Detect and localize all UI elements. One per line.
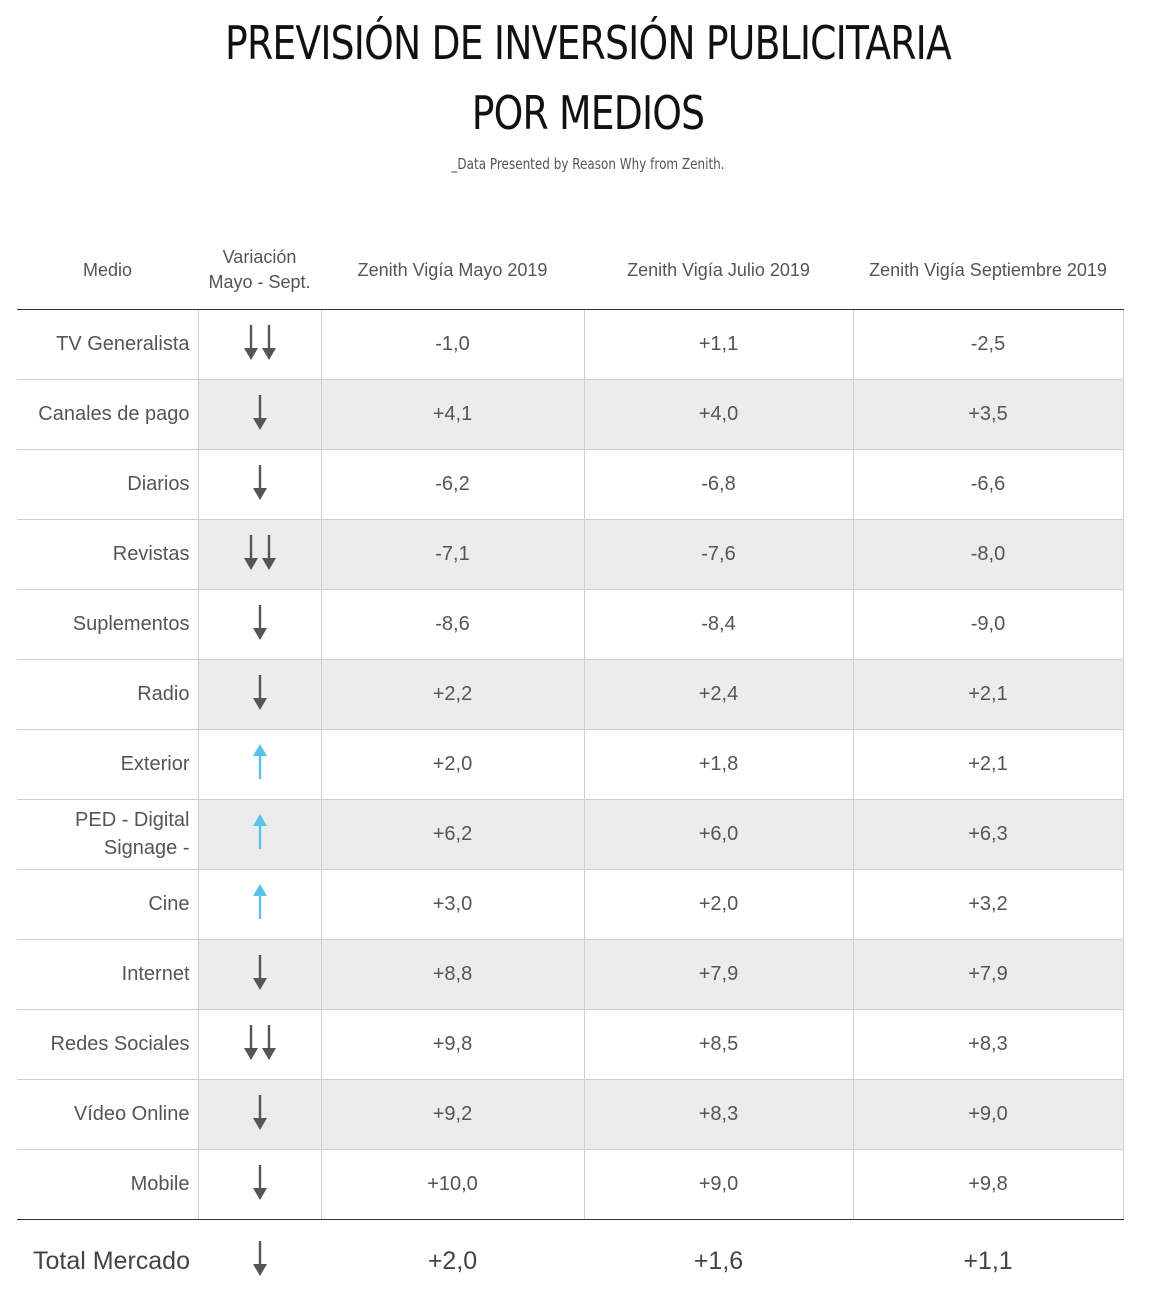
trend-arrows xyxy=(252,812,268,852)
header-variacion-line-1: Variación xyxy=(222,247,297,268)
arrow-up-icon xyxy=(252,813,268,851)
trend-arrows xyxy=(252,392,268,432)
table-row xyxy=(17,729,1123,799)
row-septiembre: +6,3 xyxy=(853,799,1123,869)
page-subtitle: _Data Presented by Reason Why from Zenith. xyxy=(451,155,725,173)
row-julio: -6,8 xyxy=(584,449,853,519)
arrow-down-icon xyxy=(252,1239,268,1277)
row-mayo: -6,2 xyxy=(321,449,584,519)
trend-arrows xyxy=(252,1092,268,1132)
row-julio: +4,0 xyxy=(584,379,853,449)
arrow-down-icon xyxy=(252,673,268,711)
row-mayo: +9,8 xyxy=(321,1009,584,1079)
row-mayo: +6,2 xyxy=(321,799,584,869)
trend-arrows xyxy=(243,532,277,572)
page-title-line-2: POR MEDIOS xyxy=(471,86,705,140)
table-row xyxy=(17,309,1123,379)
arrow-down-icon xyxy=(261,1023,277,1061)
arrow-down-icon xyxy=(252,463,268,501)
trend-arrows xyxy=(243,1022,277,1062)
trend-arrows xyxy=(252,462,268,502)
arrow-up-icon xyxy=(252,743,268,781)
row-medio: Diarios xyxy=(17,449,198,519)
row-medio: Mobile xyxy=(17,1149,198,1219)
forecast-table xyxy=(17,232,1124,1303)
header-mayo: Zenith Vigía Mayo 2019 xyxy=(321,232,584,309)
row-mayo: +8,8 xyxy=(321,939,584,1009)
table-header-row xyxy=(17,232,1123,309)
table-row xyxy=(17,589,1123,659)
header-variacion-line-2: Mayo - Sept. xyxy=(208,272,311,293)
total-julio: +1,6 xyxy=(693,1246,744,1275)
total-row xyxy=(17,1219,1123,1303)
row-mayo: +2,0 xyxy=(321,729,584,799)
row-trend-cell xyxy=(198,1149,321,1219)
row-mayo: -1,0 xyxy=(321,309,584,379)
row-julio: -8,4 xyxy=(584,589,853,659)
row-trend-cell xyxy=(198,1009,321,1079)
table-row xyxy=(17,379,1123,449)
row-julio: -7,6 xyxy=(584,519,853,589)
row-julio: +8,3 xyxy=(584,1079,853,1149)
row-trend-cell xyxy=(198,659,321,729)
row-medio: PED - Digital Signage - xyxy=(17,799,198,869)
arrow-up-icon xyxy=(252,883,268,921)
table-row xyxy=(17,1149,1123,1219)
arrow-down-icon xyxy=(243,533,259,571)
row-julio: +6,0 xyxy=(584,799,853,869)
row-septiembre: -8,0 xyxy=(853,519,1123,589)
header-julio: Zenith Vigía Julio 2019 xyxy=(584,232,853,309)
row-medio: Canales de pago xyxy=(17,379,198,449)
row-septiembre: +3,2 xyxy=(853,869,1123,939)
row-medio: TV Generalista xyxy=(56,333,190,355)
arrow-down-icon xyxy=(252,1163,268,1201)
row-trend-cell xyxy=(198,379,321,449)
page-title-line-1: PREVISIÓN DE INVERSIÓN PUBLICITARIA xyxy=(225,16,951,70)
row-medio: Redes Sociales xyxy=(17,1009,198,1079)
arrow-down-icon xyxy=(243,1023,259,1061)
row-septiembre: +2,1 xyxy=(853,729,1123,799)
row-trend-cell xyxy=(198,589,321,659)
row-medio: Revistas xyxy=(17,519,198,589)
row-medio: Vídeo Online xyxy=(17,1079,198,1149)
row-septiembre: +9,0 xyxy=(853,1079,1123,1149)
row-trend-cell xyxy=(198,309,321,379)
row-medio: Internet xyxy=(17,939,198,1009)
total-septiembre: +1,1 xyxy=(963,1246,1013,1275)
row-septiembre: +2,1 xyxy=(853,659,1123,729)
row-medio: Suplementos xyxy=(17,589,198,659)
table-row xyxy=(17,1079,1123,1149)
row-medio: Exterior xyxy=(17,729,198,799)
row-septiembre: -9,0 xyxy=(853,589,1123,659)
arrow-down-icon xyxy=(261,323,277,361)
row-trend-cell xyxy=(198,519,321,589)
total-trend-cell xyxy=(198,1219,321,1303)
row-septiembre: +8,3 xyxy=(853,1009,1123,1079)
trend-arrows xyxy=(252,742,268,782)
trend-arrows xyxy=(252,672,268,712)
trend-arrows xyxy=(252,882,268,922)
row-julio: +7,9 xyxy=(584,939,853,1009)
row-mayo: +10,0 xyxy=(321,1149,584,1219)
header-septiembre: Zenith Vigía Septiembre 2019 xyxy=(853,232,1123,309)
trend-arrows xyxy=(252,602,268,642)
table-row xyxy=(17,869,1123,939)
row-julio: +1,8 xyxy=(584,729,853,799)
table-row xyxy=(17,659,1123,729)
arrow-down-icon xyxy=(243,323,259,361)
row-trend-cell xyxy=(198,939,321,1009)
trend-arrows xyxy=(243,322,277,362)
row-mayo: +2,2 xyxy=(321,659,584,729)
arrow-down-icon xyxy=(261,533,277,571)
arrow-down-icon xyxy=(252,953,268,991)
row-mayo: +3,0 xyxy=(321,869,584,939)
trend-arrows xyxy=(252,952,268,992)
row-medio: Radio xyxy=(17,659,198,729)
row-septiembre: -6,6 xyxy=(853,449,1123,519)
row-mayo: -7,1 xyxy=(321,519,584,589)
table-row xyxy=(17,1009,1123,1079)
total-medio: Total Mercado xyxy=(32,1246,190,1275)
row-trend-cell xyxy=(198,449,321,519)
header-medio: Medio xyxy=(17,232,198,309)
row-julio: +9,0 xyxy=(584,1149,853,1219)
row-trend-cell xyxy=(198,729,321,799)
row-mayo: +4,1 xyxy=(321,379,584,449)
row-trend-cell xyxy=(198,1079,321,1149)
row-mayo: -8,6 xyxy=(321,589,584,659)
row-septiembre: +3,5 xyxy=(853,379,1123,449)
table-row xyxy=(17,449,1123,519)
row-mayo: +9,2 xyxy=(321,1079,584,1149)
row-trend-cell xyxy=(198,799,321,869)
table-body xyxy=(17,309,1123,1219)
row-julio: +2,0 xyxy=(584,869,853,939)
table-row xyxy=(17,799,1123,869)
row-julio: +1,1 xyxy=(584,309,853,379)
table-row xyxy=(17,519,1123,589)
row-medio: Cine xyxy=(17,869,198,939)
arrow-down-icon xyxy=(252,603,268,641)
table-row xyxy=(17,939,1123,1009)
total-mayo: +2,0 xyxy=(427,1246,478,1275)
row-septiembre: +7,9 xyxy=(853,939,1123,1009)
row-trend-cell xyxy=(198,869,321,939)
row-septiembre: +9,8 xyxy=(853,1149,1123,1219)
row-julio: +2,4 xyxy=(584,659,853,729)
row-julio: +8,5 xyxy=(584,1009,853,1079)
row-septiembre: -2,5 xyxy=(853,309,1123,379)
trend-arrows xyxy=(252,1162,268,1202)
arrow-down-icon xyxy=(252,1093,268,1131)
trend-arrows xyxy=(252,1238,268,1278)
arrow-down-icon xyxy=(252,393,268,431)
header-variacion xyxy=(198,232,321,309)
